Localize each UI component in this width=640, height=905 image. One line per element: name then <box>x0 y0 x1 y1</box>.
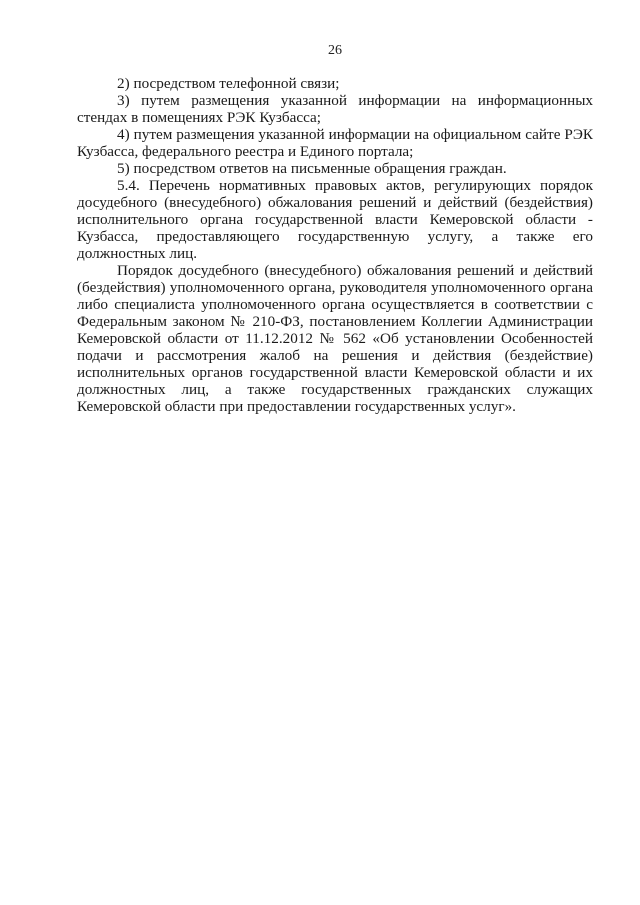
list-item-website: 4) путем размещения указанной информации на официальном сайте РЭК Кузбасса, федерального реестра и Единого портала; <box>77 126 593 160</box>
list-item-stands: 3) путем размещения указанной информации на информационных стендах в помещениях РЭК Кузбасса; <box>77 92 593 126</box>
list-item-written-replies: 5) посредством ответов на письменные обращения граждан. <box>117 160 507 177</box>
document-body <box>77 75 593 415</box>
page-number: 26 <box>328 43 342 58</box>
list-item-phone: 2) посредством телефонной связи; <box>117 75 340 92</box>
section-5-4: 5.4. Перечень нормативных правовых актов, регулирующих порядок досудебного (внесудебного) обжалования решений и действий (бездействия) исполнительного органа государственной власти Кемеровской области - Кузбасса, предоставляющего государственную услугу, а также его должностных лиц. <box>77 177 593 262</box>
appeal-procedure-paragraph: Порядок досудебного (внесудебного) обжалования решений и действий (бездействия) уполномоченного органа, руководителя уполномоченного органа либо специалиста уполномоченного органа осуществляется в соответствии с Федеральным законом № 210-ФЗ, постановлением Коллегии Администрации Кемеровской области от 11.12.2012 № 562 «Об установлении Особенностей подачи и рассмотрения жалоб на решения и действия (бездействие) исполнительных органов государственной власти Кемеровской области и их должностных лиц, а также государственных гражданских служащих Кемеровской области при предоставлении государственных услуг». <box>77 262 593 415</box>
